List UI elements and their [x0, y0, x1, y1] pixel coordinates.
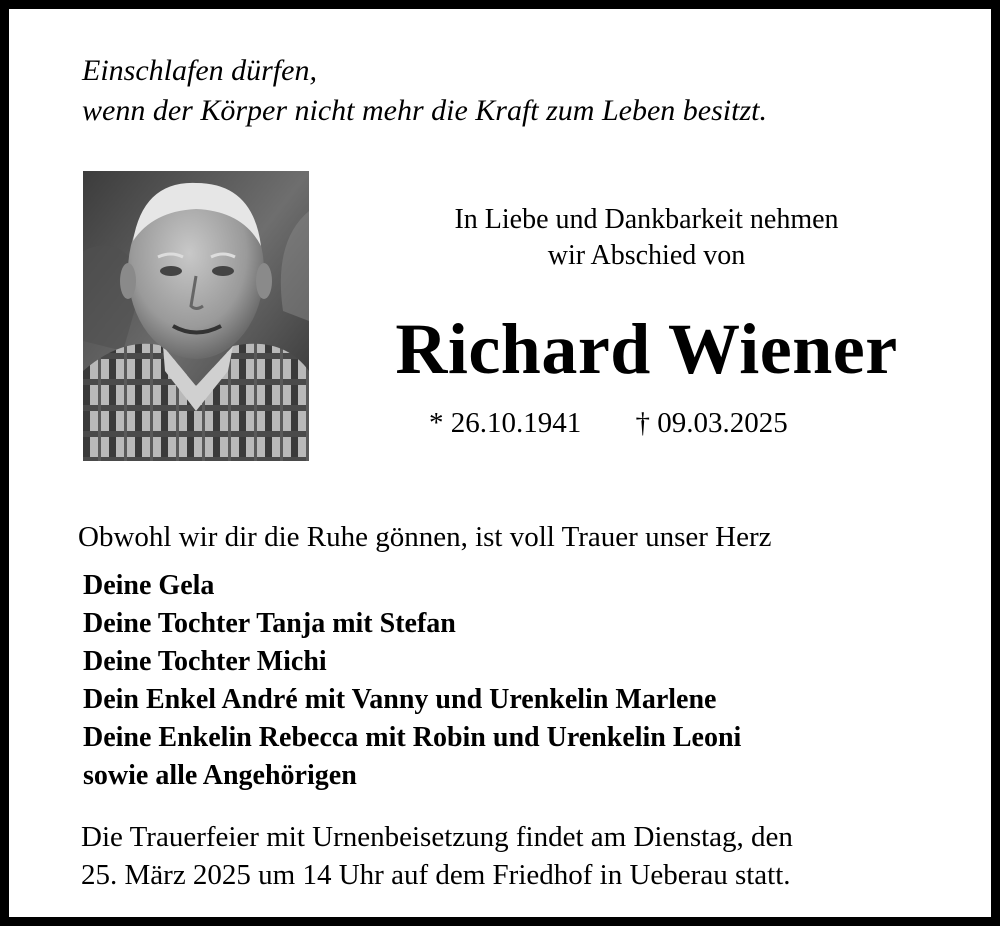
quote-line-1: Einschlafen dürfen,: [82, 54, 317, 87]
mourning-sentence: Obwohl wir dir die Ruhe gönnen, ist voll Trauer unser Herz: [78, 521, 772, 553]
family-list: [83, 567, 741, 795]
family-member: Deine Enkelin Rebecca mit Robin und Urenkelin Leoni: [83, 722, 742, 753]
death-date: † 09.03.2025: [635, 407, 788, 439]
funeral-service-info: [81, 818, 793, 894]
memorial-quote: [82, 51, 767, 131]
portrait-photo: [83, 171, 309, 461]
deceased-name: Richard Wiener: [395, 309, 898, 389]
intro-line-1: In Liebe und Dankbarkeit nehmen: [454, 204, 839, 235]
intro-line-2: wir Abschied von: [547, 240, 746, 271]
portrait-image: [83, 171, 309, 461]
family-member: sowie alle Angehörigen: [83, 760, 357, 791]
family-member: Deine Gela: [83, 570, 215, 601]
life-dates: [429, 403, 788, 443]
family-member: Deine Tochter Michi: [83, 646, 327, 677]
service-line-1: Die Trauerfeier mit Urnenbeisetzung findet am Dienstag, den: [81, 821, 793, 853]
birth-date: * 26.10.1941: [429, 407, 582, 439]
quote-line-2: wenn der Körper nicht mehr die Kraft zum Leben besitzt.: [82, 94, 767, 127]
family-member: Deine Tochter Tanja mit Stefan: [83, 608, 456, 639]
intro-text: [354, 202, 939, 274]
family-member: Dein Enkel André mit Vanny und Urenkelin Marlene: [83, 684, 717, 715]
service-line-2: 25. März 2025 um 14 Uhr auf dem Friedhof in Ueberau statt.: [81, 859, 791, 891]
